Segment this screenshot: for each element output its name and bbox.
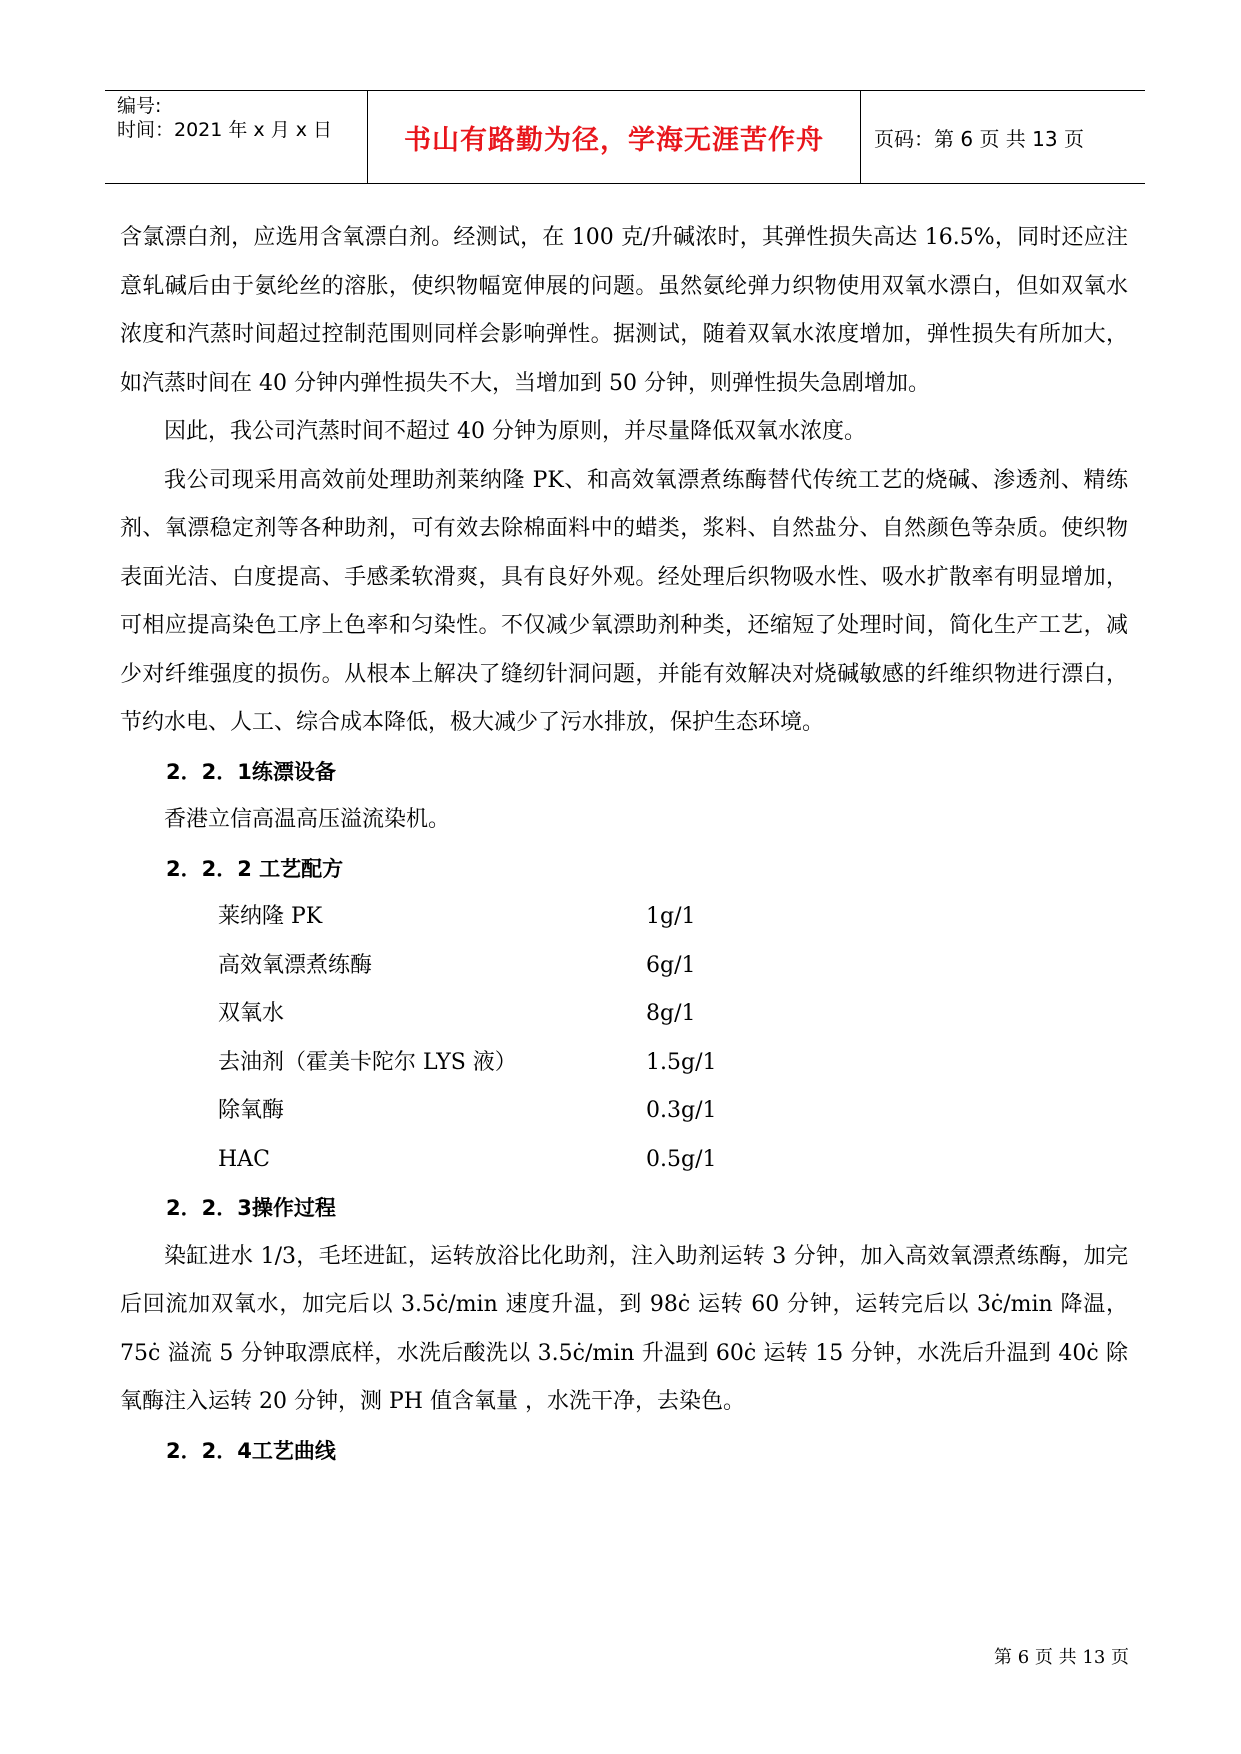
recipe-amount: 0.5g/1 <box>646 1146 717 1172</box>
page-header <box>105 90 1145 184</box>
recipe-name: 除氧酶 <box>218 1098 285 1123</box>
recipe-row <box>120 942 1128 991</box>
paragraph-2: 因此，我公司汽蒸时间不超过 40 分钟为原则，并尽量降低双氧水浓度。 <box>164 419 866 444</box>
recipe-name: 高效氧漂煮练酶 <box>218 952 373 978</box>
recipe-row <box>120 893 1128 942</box>
paragraph-equipment: 香港立信高温高压溢流染机。 <box>164 807 451 832</box>
paragraph-operation: 染缸进水 1/3，毛坯进缸，运转放浴比化助剂，注入助剂运转 3 分钟，加入高效氧漂煮练酶，加完后回流加双氧水，加完后以 3.5ċ/min 速度升温，到 98ċ 运转 60 分钟，运转完后以 3ċ/min 降温，75ċ 溢流 5 分钟取漂底样，水洗后酸洗以 3.5ċ/min 升温到 60ċ 运转 15 分钟，水洗后升温到 40ċ 除氧酶注入运转 20 分钟，测 PH 值含氧量 ，水洗干净，去染色。 <box>120 1243 1128 1414</box>
recipe-row <box>120 1087 1128 1136</box>
recipe-name: 去油剂（霍美卡陀尔 LYS 液） <box>218 1049 517 1075</box>
section-heading-2-2-3: 2．2．3操作过程 <box>166 1196 336 1220</box>
section-heading-2-2-4: 2．2．4工艺曲线 <box>166 1438 336 1463</box>
recipe-name: 莱纳隆 PK <box>218 904 323 929</box>
motto: 书山有路勤为径，学海无涯苦作舟 <box>367 91 861 183</box>
recipe-row <box>120 1039 1128 1088</box>
recipe-name: 双氧水 <box>218 1001 285 1026</box>
recipe-row <box>120 1136 1128 1185</box>
recipe-amount: 6g/1 <box>646 952 696 978</box>
section-heading-2-2-1: 2．2．1练漂设备 <box>166 759 336 784</box>
paragraph-1: 含氯漂白剂，应选用含氧漂白剂。经测试，在 100 克/升碱浓时，其弹性损失高达 16.5%，同时还应注意轧碱后由于氨纶丝的溶胀，使织物幅宽伸展的问题。虽然氨纶弹力织物使用双氧水漂白，但如双氧水浓度和汽蒸时间超过控制范围则同样会影响弹性。据测试，随着双氧水浓度增加，弹性损失有所加大，如汽蒸时间在 40 分钟内弹性损失不大，当增加到 50 分钟，则弹性损失急剧增加。 <box>120 225 1128 396</box>
recipe-row <box>120 990 1128 1039</box>
recipe-amount: 0.3g/1 <box>646 1098 717 1123</box>
number-label: 编号: <box>117 95 162 117</box>
header-left-cell <box>105 91 367 183</box>
time-label: 时间：2021 年 x 月 x 日 <box>117 119 333 141</box>
recipe-amount: 8g/1 <box>646 1001 696 1026</box>
document-body <box>120 214 1128 1475</box>
recipe-list <box>120 893 1128 1184</box>
paragraph-3: 我公司现采用高效前处理助剂莱纳隆 PK、和高效氧漂煮练酶替代传统工艺的烧碱、渗透剂、精练剂、氧漂稳定剂等各种助剂，可有效去除棉面料中的蜡类，浆料、自然盐分、自然颜色等杂质。使织物表面光洁、白度提高、手感柔软滑爽，具有良好外观。经处理后织物吸水性、吸水扩散率有明显增加，可相应提高染色工序上色率和匀染性。不仅减少氧漂助剂种类，还缩短了处理时间，简化生产工艺，减少对纤维强度的损伤。从根本上解决了缝纫针洞问题，并能有效解决对烧碱敏感的纤维织物进行漂白，节约水电、人工、综合成本降低，极大减少了污水排放，保护生态环境。 <box>120 467 1128 735</box>
recipe-amount: 1g/1 <box>646 904 696 929</box>
page-label: 页码：第 6 页 共 13 页 <box>874 126 1084 151</box>
recipe-amount: 1.5g/1 <box>646 1049 717 1075</box>
recipe-name: HAC <box>218 1146 270 1172</box>
header-right-cell <box>860 91 1145 183</box>
page-footer: 第 6 页 共 13 页 <box>994 1647 1129 1668</box>
section-heading-2-2-2: 2．2．2 工艺配方 <box>166 856 344 881</box>
